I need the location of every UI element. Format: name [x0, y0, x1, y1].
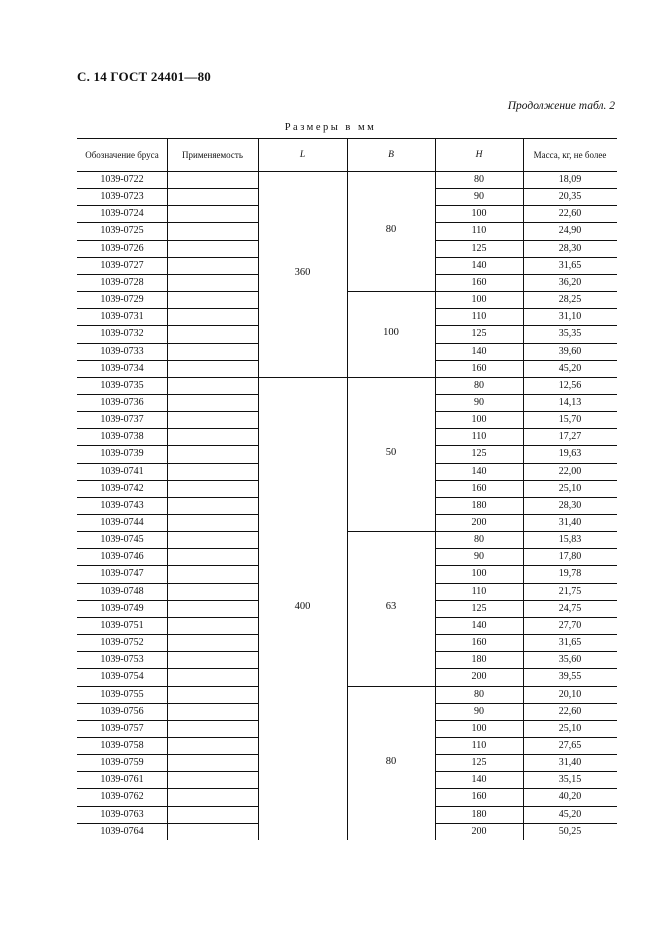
cell-H: 110	[471, 585, 487, 597]
cell-B-group: 80	[385, 755, 397, 767]
table-rule	[347, 171, 348, 840]
cell-mass: 40,20	[558, 791, 582, 803]
cell-designation: 1039-0749	[100, 602, 144, 614]
cell-applicability	[167, 222, 258, 239]
cell-H: 80	[474, 688, 484, 700]
cell-B-group: 100	[383, 326, 399, 338]
cell-designation: 1039-0727	[100, 259, 144, 271]
cell-mass: 45,20	[558, 808, 582, 820]
cell-mass: 36,20	[558, 276, 582, 288]
cell-mass: 14,13	[558, 396, 582, 408]
page-header: С. 14 ГОСТ 24401—80	[77, 69, 211, 84]
cell-designation: 1039-0729	[100, 294, 144, 306]
cell-H: 80	[474, 379, 484, 391]
cell-mass: 39,55	[558, 671, 582, 683]
header-designation: Обозначение бруса	[85, 149, 159, 160]
cell-applicability	[167, 617, 258, 634]
cell-applicability	[167, 737, 258, 754]
cell-designation: 1039-0746	[100, 551, 144, 563]
cell-H: 200	[471, 671, 487, 683]
table-rule	[347, 686, 435, 687]
cell-applicability	[167, 548, 258, 565]
cell-B-group: 50	[385, 446, 397, 458]
cell-applicability	[167, 720, 258, 737]
cell-H: 160	[471, 362, 487, 374]
cell-H: 110	[471, 225, 487, 237]
cell-applicability	[167, 343, 258, 360]
cell-applicability	[167, 257, 258, 274]
cell-mass: 50,25	[558, 825, 582, 837]
cell-mass: 31,10	[558, 311, 582, 323]
cell-mass: 19,63	[558, 448, 582, 460]
cell-H: 110	[471, 739, 487, 751]
cell-designation: 1039-0759	[100, 757, 144, 769]
cell-H: 160	[471, 637, 487, 649]
cell-applicability	[167, 240, 258, 257]
cell-H: 100	[471, 722, 487, 734]
cell-mass: 12,56	[558, 379, 582, 391]
cell-mass: 28,30	[558, 242, 582, 254]
header-H: H	[475, 149, 483, 160]
cell-H: 160	[471, 482, 487, 494]
cell-H: 125	[471, 328, 487, 340]
cell-mass: 35,60	[558, 654, 582, 666]
cell-H: 110	[471, 311, 487, 323]
cell-H: 80	[474, 174, 484, 185]
cell-H: 125	[471, 757, 487, 769]
cell-H: 110	[471, 431, 487, 443]
cell-applicability	[167, 325, 258, 342]
cell-mass: 28,25	[558, 294, 582, 306]
cell-H: 140	[471, 345, 487, 357]
cell-H: 200	[471, 517, 487, 528]
cell-designation: 1039-0735	[100, 379, 144, 391]
table-rule	[523, 138, 524, 171]
cell-H: 160	[471, 276, 487, 288]
cell-applicability	[167, 171, 258, 188]
cell-H: 80	[474, 534, 484, 546]
cell-H: 180	[471, 499, 487, 511]
cell-designation: 1039-0747	[100, 568, 144, 580]
cell-H: 125	[471, 242, 487, 254]
cell-designation: 1039-0753	[100, 654, 144, 666]
cell-mass: 22,00	[558, 465, 582, 477]
cell-applicability	[167, 668, 258, 685]
cell-designation: 1039-0744	[100, 517, 144, 528]
table-caption: Размеры в мм	[284, 122, 377, 133]
cell-mass: 22,60	[558, 208, 582, 220]
table-continuation-note: Продолжение табл. 2	[507, 100, 615, 112]
cell-mass: 31,65	[558, 637, 582, 649]
cell-mass: 19,78	[558, 568, 582, 580]
table-rule	[347, 291, 435, 292]
cell-H: 100	[471, 414, 487, 426]
cell-B-group: 80	[385, 224, 397, 236]
cell-H: 140	[471, 259, 487, 271]
cell-designation: 1039-0756	[100, 705, 144, 717]
cell-designation: 1039-0736	[100, 396, 144, 408]
cell-mass: 15,83	[558, 534, 582, 546]
cell-applicability	[167, 754, 258, 771]
cell-applicability	[167, 205, 258, 222]
cell-designation: 1039-0725	[100, 225, 144, 237]
cell-H: 100	[471, 208, 487, 220]
cell-designation: 1039-0755	[100, 688, 144, 700]
cell-H: 160	[471, 791, 487, 803]
cell-mass: 15,70	[558, 414, 582, 426]
cell-applicability	[167, 600, 258, 617]
table-rule	[435, 138, 436, 171]
cell-mass: 27,70	[558, 619, 582, 631]
cell-mass: 18,09	[558, 174, 582, 185]
cell-mass: 20,10	[558, 688, 582, 700]
cell-applicability	[167, 445, 258, 462]
cell-mass: 45,20	[558, 362, 582, 374]
header-B: B	[388, 149, 394, 160]
cell-applicability	[167, 531, 258, 548]
cell-designation: 1039-0758	[100, 739, 144, 751]
cell-mass: 17,27	[558, 431, 582, 443]
cell-applicability	[167, 411, 258, 428]
cell-H: 140	[471, 465, 487, 477]
cell-designation: 1039-0745	[100, 534, 144, 546]
cell-designation: 1039-0757	[100, 722, 144, 734]
cell-applicability	[167, 771, 258, 788]
table-rule	[167, 138, 168, 171]
cell-H: 100	[471, 294, 487, 306]
cell-H: 90	[474, 551, 484, 563]
cell-H: 180	[471, 808, 487, 820]
cell-H: 125	[471, 448, 487, 460]
cell-applicability	[167, 291, 258, 308]
cell-H: 140	[471, 619, 487, 631]
cell-applicability	[167, 583, 258, 600]
cell-applicability	[167, 274, 258, 291]
cell-designation: 1039-0742	[100, 482, 144, 494]
cell-mass: 35,35	[558, 328, 582, 340]
cell-mass: 24,90	[558, 225, 582, 237]
cell-designation: 1039-0761	[100, 774, 144, 786]
cell-applicability	[167, 497, 258, 514]
cell-designation: 1039-0733	[100, 345, 144, 357]
cell-designation: 1039-0743	[100, 499, 144, 511]
cell-H: 100	[471, 568, 487, 580]
cell-L-group: 360	[294, 266, 311, 278]
cell-designation: 1039-0764	[100, 825, 144, 837]
cell-applicability	[167, 703, 258, 720]
table-rule	[347, 377, 435, 378]
cell-applicability	[167, 823, 258, 840]
cell-applicability	[167, 565, 258, 582]
cell-mass: 25,10	[558, 722, 582, 734]
cell-mass: 39,60	[558, 345, 582, 357]
cell-applicability	[167, 188, 258, 205]
cell-H: 125	[471, 602, 487, 614]
header-mass: Масса, кг, не более	[533, 149, 607, 160]
cell-designation: 1039-0763	[100, 808, 144, 820]
cell-applicability	[167, 788, 258, 805]
cell-mass: 25,10	[558, 482, 582, 494]
cell-H: 140	[471, 774, 487, 786]
cell-applicability	[167, 360, 258, 377]
cell-applicability	[167, 686, 258, 703]
cell-mass: 31,40	[558, 757, 582, 769]
cell-applicability	[167, 428, 258, 445]
cell-H: 200	[471, 825, 487, 837]
cell-designation: 1039-0726	[100, 242, 144, 254]
cell-mass: 22,60	[558, 705, 582, 717]
cell-applicability	[167, 308, 258, 325]
cell-designation: 1039-0748	[100, 585, 144, 597]
cell-designation: 1039-0722	[100, 174, 144, 185]
cell-H: 90	[474, 705, 484, 717]
cell-mass: 35,15	[558, 774, 582, 786]
cell-applicability	[167, 394, 258, 411]
cell-designation: 1039-0751	[100, 619, 144, 631]
cell-H: 180	[471, 654, 487, 666]
table-rule	[347, 531, 435, 532]
cell-designation: 1039-0732	[100, 328, 144, 340]
cell-designation: 1039-0724	[100, 208, 144, 220]
cell-designation: 1039-0723	[100, 191, 144, 203]
cell-H: 90	[474, 396, 484, 408]
header-applicability: Применяемость	[182, 149, 243, 160]
cell-mass: 20,35	[558, 191, 582, 203]
cell-mass: 28,30	[558, 499, 582, 511]
cell-L-group: 400	[294, 601, 311, 613]
cell-designation: 1039-0728	[100, 276, 144, 288]
cell-applicability	[167, 480, 258, 497]
cell-mass: 17,80	[558, 551, 582, 563]
table-rule	[258, 377, 347, 378]
cell-applicability	[167, 463, 258, 480]
cell-mass: 21,75	[558, 585, 582, 597]
cell-designation: 1039-0762	[100, 791, 144, 803]
cell-mass: 27,65	[558, 739, 582, 751]
cell-mass: 31,65	[558, 259, 582, 271]
table-rule	[258, 138, 259, 171]
cell-B-group: 63	[385, 601, 397, 613]
cell-mass: 31,40	[558, 517, 582, 528]
header-L: L	[299, 149, 306, 160]
cell-applicability	[167, 377, 258, 394]
cell-applicability	[167, 806, 258, 823]
cell-designation: 1039-0731	[100, 311, 144, 323]
cell-designation: 1039-0739	[100, 448, 144, 460]
cell-applicability	[167, 514, 258, 531]
cell-designation: 1039-0741	[100, 465, 144, 477]
cell-applicability	[167, 634, 258, 651]
cell-applicability	[167, 651, 258, 668]
cell-designation: 1039-0738	[100, 431, 144, 443]
cell-designation: 1039-0734	[100, 362, 144, 374]
cell-H: 90	[474, 191, 484, 203]
table-rule	[347, 138, 348, 171]
cell-mass: 24,75	[558, 602, 582, 614]
cell-designation: 1039-0752	[100, 637, 144, 649]
cell-designation: 1039-0737	[100, 414, 144, 426]
cell-designation: 1039-0754	[100, 671, 144, 683]
